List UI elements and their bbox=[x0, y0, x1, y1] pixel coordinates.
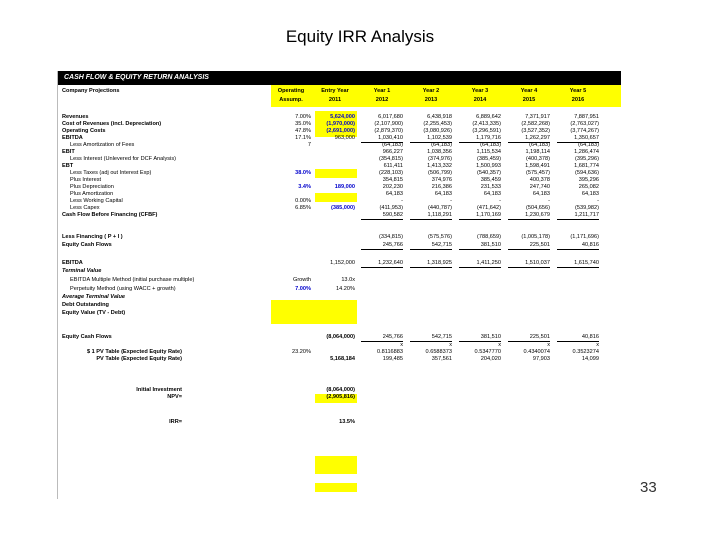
row-y1: 0.8116883 bbox=[376, 349, 403, 355]
row-y2: 216,386 bbox=[431, 184, 452, 190]
row-y1: - bbox=[401, 198, 403, 204]
row-y1: 966,227 bbox=[382, 149, 403, 155]
row-entry-year: (8,064,000) bbox=[326, 334, 355, 340]
col-year-3: Year 3 bbox=[471, 88, 489, 94]
row-y5: 40,816 bbox=[557, 333, 599, 342]
row-y1: 245,766 bbox=[361, 333, 403, 342]
row-label: Perpetuity Method (using WACC + growth) bbox=[70, 286, 176, 292]
row-label: Revenues bbox=[62, 114, 89, 120]
row-assumption: Growth bbox=[292, 277, 311, 283]
row-y5: (2,763,027) bbox=[570, 121, 599, 127]
row-entry-year: (2,691,000) bbox=[326, 128, 355, 134]
row-y5: 64,183 bbox=[581, 191, 599, 197]
row-y5: 1,211,717 bbox=[557, 211, 599, 220]
row-label: Less Interest (Unlevered for DCF Analysis) bbox=[70, 156, 177, 162]
row-y5: (539,982) bbox=[575, 205, 599, 211]
spreadsheet-image bbox=[57, 71, 621, 499]
col-year-2: Year 2 bbox=[422, 88, 440, 94]
row-y1: 64,183 bbox=[385, 191, 403, 197]
row-y1: (64,183) bbox=[382, 142, 403, 148]
table-row bbox=[58, 365, 621, 373]
row-y3: (471,642) bbox=[477, 205, 501, 211]
col-2015: 2015 bbox=[522, 97, 536, 103]
row-y4: 247,740 bbox=[529, 184, 550, 190]
sheet-header-band: CASH FLOW & EQUITY RETURN ANALYSIS bbox=[58, 71, 621, 85]
row-y2: (374,976) bbox=[428, 156, 452, 162]
row-label: Cost of Revenues (incl. Depreciation) bbox=[62, 121, 162, 127]
row-label: IRR= bbox=[169, 419, 182, 425]
row-assumption: 3.4% bbox=[298, 184, 311, 190]
row-y5: 1,615,740 bbox=[557, 259, 599, 268]
row-label: Plus Interest bbox=[70, 177, 102, 183]
row-label: Plus Depreciation bbox=[70, 184, 114, 190]
row-y4: 7,371,917 bbox=[525, 114, 550, 120]
column-header-row-1 bbox=[58, 87, 621, 95]
row-y1: 245,766 bbox=[361, 241, 403, 250]
row-label: Less Amortization of Fees bbox=[70, 142, 135, 148]
row-y1: (334,815) bbox=[379, 234, 403, 240]
row-y5: 1,681,774 bbox=[574, 163, 599, 169]
row-y3: 6,889,642 bbox=[476, 114, 501, 120]
row-y2: (3,080,926) bbox=[423, 128, 452, 134]
row-label: PV Table (Expected Equity Rate) bbox=[96, 356, 182, 362]
table-row bbox=[58, 241, 621, 249]
row-y2: (2,255,453) bbox=[423, 121, 452, 127]
col-year-1: Year 1 bbox=[373, 88, 391, 94]
row-y5: 1,350,657 bbox=[557, 134, 599, 143]
row-y4: 1,598,491 bbox=[525, 163, 550, 169]
row-y2: (440,787) bbox=[428, 205, 452, 211]
row-y3: 204,020 bbox=[480, 356, 501, 362]
row-y5: - bbox=[597, 198, 599, 204]
row-y5: 265,082 bbox=[578, 184, 599, 190]
row-y5: 14,099 bbox=[581, 356, 599, 362]
row-y4: (3,527,352) bbox=[521, 128, 550, 134]
row-entry-year: 14.20% bbox=[336, 286, 355, 292]
row-entry-year: 13.5% bbox=[339, 419, 355, 425]
row-assumption: 38.0% bbox=[295, 170, 311, 176]
row-assumption: 6.85% bbox=[295, 205, 311, 211]
row-label: Initial Investment bbox=[136, 387, 182, 393]
row-y4: 1,262,297 bbox=[508, 134, 550, 143]
row-entry-year: (2,905,816) bbox=[326, 394, 355, 400]
row-label: Equity Cash Flows bbox=[62, 242, 112, 248]
row-entry-year: 963,000 bbox=[334, 135, 355, 141]
row-y4: 97,903 bbox=[532, 356, 550, 362]
table-row bbox=[58, 219, 621, 227]
row-y3: (3,296,591) bbox=[472, 128, 501, 134]
row-label: EBITDA bbox=[62, 135, 83, 141]
row-label: Terminal Value bbox=[62, 268, 102, 274]
row-y5: 1,286,474 bbox=[574, 149, 599, 155]
row-y2: 1,318,925 bbox=[410, 259, 452, 268]
row-y1: (354,815) bbox=[379, 156, 403, 162]
row-label: Less Financing ( P + I ) bbox=[62, 234, 123, 240]
irr-highlight bbox=[315, 483, 357, 492]
row-y5: 40,816 bbox=[557, 241, 599, 250]
row-y3: 64,183 bbox=[483, 191, 501, 197]
row-y4: (575,457) bbox=[526, 170, 550, 176]
col-2011: 2011 bbox=[328, 97, 342, 103]
row-y3: 1,500,993 bbox=[476, 163, 501, 169]
row-assumption: 7.00% bbox=[295, 286, 311, 292]
row-y1: (2,879,370) bbox=[374, 128, 403, 134]
row-label: $ 1 PV Table (Expected Equity Rate) bbox=[86, 349, 182, 355]
row-entry-year: (1,970,000) bbox=[326, 121, 355, 127]
row-y2: 1,118,291 bbox=[410, 211, 452, 220]
row-y2: x bbox=[449, 342, 452, 348]
row-y5: (64,183) bbox=[578, 142, 599, 148]
table-row bbox=[58, 317, 621, 325]
row-y4: (2,582,268) bbox=[521, 121, 550, 127]
col-year-5: Year 5 bbox=[569, 88, 587, 94]
col-label: Company Projections bbox=[62, 88, 120, 94]
row-y2: - bbox=[450, 198, 452, 204]
row-y5: (395,296) bbox=[575, 156, 599, 162]
row-entry-year: 189,000 bbox=[334, 184, 355, 190]
row-y3: 1,115,534 bbox=[476, 149, 501, 155]
col-year-4: Year 4 bbox=[520, 88, 538, 94]
row-y4: 225,501 bbox=[508, 241, 550, 250]
row-entry-year: (385,000) bbox=[331, 205, 355, 211]
row-y1: (2,107,900) bbox=[374, 121, 403, 127]
row-y1: 611,411 bbox=[383, 163, 403, 169]
table-row bbox=[58, 301, 621, 309]
row-y1: x bbox=[400, 342, 403, 348]
row-label: Less Capex bbox=[70, 205, 100, 211]
row-y4: (64,183) bbox=[529, 142, 550, 148]
row-label: Cash Flow Before Financing (CFBF) bbox=[62, 212, 158, 218]
row-y5: 7,887,951 bbox=[574, 114, 599, 120]
row-y2: 1,413,332 bbox=[427, 163, 452, 169]
row-y3: (2,413,335) bbox=[472, 121, 501, 127]
row-y3: 381,510 bbox=[459, 333, 501, 342]
row-y2: 0.6588373 bbox=[425, 349, 452, 355]
row-entry-year: 1,152,000 bbox=[330, 260, 355, 266]
row-y1: 590,582 bbox=[361, 211, 403, 220]
row-y2: 1,102,539 bbox=[410, 134, 452, 143]
row-label: EBITDA bbox=[62, 260, 83, 266]
table-row bbox=[58, 211, 621, 219]
row-y1: 354,815 bbox=[382, 177, 403, 183]
row-y3: (540,357) bbox=[477, 170, 501, 176]
row-label: NPV= bbox=[167, 394, 182, 400]
row-y4: (504,656) bbox=[526, 205, 550, 211]
page-title: Equity IRR Analysis bbox=[285, 27, 435, 46]
table-row bbox=[58, 233, 621, 241]
row-y4: 1,510,037 bbox=[508, 259, 550, 268]
table-row bbox=[58, 259, 621, 267]
table-row bbox=[58, 418, 621, 426]
row-assumption: 23.20% bbox=[292, 349, 311, 355]
row-y3: 1,179,716 bbox=[459, 134, 501, 143]
col-2014: 2014 bbox=[473, 97, 487, 103]
row-y3: x bbox=[498, 342, 501, 348]
row-label: Less Working Capital bbox=[70, 198, 123, 204]
row-y5: (1,171,696) bbox=[570, 234, 599, 240]
row-y4: 225,501 bbox=[508, 333, 550, 342]
row-label: Average Terminal Value bbox=[62, 294, 126, 300]
row-y2: 542,715 bbox=[410, 333, 452, 342]
row-entry-year: 13.0x bbox=[341, 277, 355, 283]
row-y1: 6,017,680 bbox=[378, 114, 403, 120]
table-row bbox=[58, 393, 621, 401]
row-y4: x bbox=[547, 342, 550, 348]
row-label: Debt Outstanding bbox=[62, 302, 109, 308]
row-y4: 1,198,114 bbox=[525, 149, 550, 155]
table-row bbox=[58, 285, 621, 293]
row-y1: 202,230 bbox=[382, 184, 403, 190]
col-2013: 2013 bbox=[424, 97, 438, 103]
row-y4: 0.4340074 bbox=[523, 349, 550, 355]
row-y2: 357,561 bbox=[431, 356, 452, 362]
row-label: EBT bbox=[62, 163, 74, 169]
row-y1: 1,232,640 bbox=[361, 259, 403, 268]
row-y5: x bbox=[596, 342, 599, 348]
table-row bbox=[58, 355, 621, 363]
row-y3: 231,533 bbox=[480, 184, 501, 190]
row-y5: (594,636) bbox=[575, 170, 599, 176]
row-y2: (575,576) bbox=[428, 234, 452, 240]
table-row bbox=[58, 249, 621, 257]
npv-highlight bbox=[315, 456, 357, 474]
row-y2: (64,183) bbox=[431, 142, 452, 148]
row-entry-year: (8,064,000) bbox=[326, 387, 355, 393]
row-label: Plus Amortization bbox=[70, 191, 114, 197]
row-y3: (788,659) bbox=[477, 234, 501, 240]
row-y1: (411,953) bbox=[379, 205, 403, 211]
row-y3: 0.5347770 bbox=[474, 349, 501, 355]
row-y2: 542,715 bbox=[410, 241, 452, 250]
row-assumption: 7 bbox=[307, 142, 311, 148]
row-y2: 1,038,356 bbox=[427, 149, 452, 155]
row-assumption: 7.00% bbox=[295, 114, 311, 120]
column-header-row-2 bbox=[58, 96, 621, 104]
col-assump: Assump. bbox=[279, 97, 303, 103]
row-y1: 1,030,410 bbox=[361, 134, 403, 143]
row-y4: - bbox=[548, 198, 550, 204]
row-entry-year: 5,624,000 bbox=[330, 114, 355, 120]
row-y5: 0.3523274 bbox=[572, 349, 599, 355]
row-assumption: 35.0% bbox=[295, 121, 311, 127]
table-row bbox=[58, 267, 621, 275]
row-label: Less Taxes (adj out Interest Exp) bbox=[70, 170, 152, 176]
row-y5: (3,774,267) bbox=[570, 128, 599, 134]
row-y1: 199,485 bbox=[382, 356, 403, 362]
table-row bbox=[58, 333, 621, 341]
row-y2: 64,183 bbox=[434, 191, 452, 197]
col-2012: 2012 bbox=[375, 97, 389, 103]
row-label: Equity Value (TV - Debt) bbox=[62, 310, 126, 316]
row-y1: (228,103) bbox=[379, 170, 403, 176]
row-y3: (385,459) bbox=[477, 156, 501, 162]
row-y3: 381,510 bbox=[459, 241, 501, 250]
row-y4: 1,230,679 bbox=[508, 211, 550, 220]
row-y3: - bbox=[499, 198, 501, 204]
col-entry-year: Entry Year bbox=[321, 88, 349, 94]
row-label: EBITDA Multiple Method (initial purchase multiple) bbox=[70, 277, 195, 283]
row-assumption: 47.8% bbox=[295, 128, 311, 134]
row-entry-year: 5,168,184 bbox=[330, 356, 355, 362]
row-y3: 1,411,250 bbox=[459, 259, 501, 268]
row-y3: (64,183) bbox=[480, 142, 501, 148]
row-label: Operating Costs bbox=[62, 128, 106, 134]
row-y3: 385,459 bbox=[480, 177, 501, 183]
row-label: Equity Cash Flows bbox=[62, 334, 112, 340]
col-operating: Operating bbox=[277, 88, 305, 94]
table-row bbox=[58, 309, 621, 317]
row-y4: 64,183 bbox=[532, 191, 550, 197]
row-y3: 1,170,169 bbox=[459, 211, 501, 220]
table-row bbox=[58, 276, 621, 284]
col-2016: 2016 bbox=[571, 97, 585, 103]
row-y4: 400,378 bbox=[529, 177, 550, 183]
table-row bbox=[58, 293, 621, 301]
page-number: 33 bbox=[640, 479, 657, 496]
table-row bbox=[58, 403, 621, 411]
row-y2: 6,438,918 bbox=[427, 114, 452, 120]
row-assumption: 17.1% bbox=[295, 135, 311, 141]
row-y5: 395,296 bbox=[578, 177, 599, 183]
row-y2: (506,799) bbox=[428, 170, 452, 176]
row-assumption: 0.00% bbox=[295, 198, 311, 204]
row-y4: (1,005,178) bbox=[521, 234, 550, 240]
row-label: EBIT bbox=[62, 149, 75, 155]
row-y4: (400,378) bbox=[526, 156, 550, 162]
row-y2: 374,976 bbox=[431, 177, 452, 183]
